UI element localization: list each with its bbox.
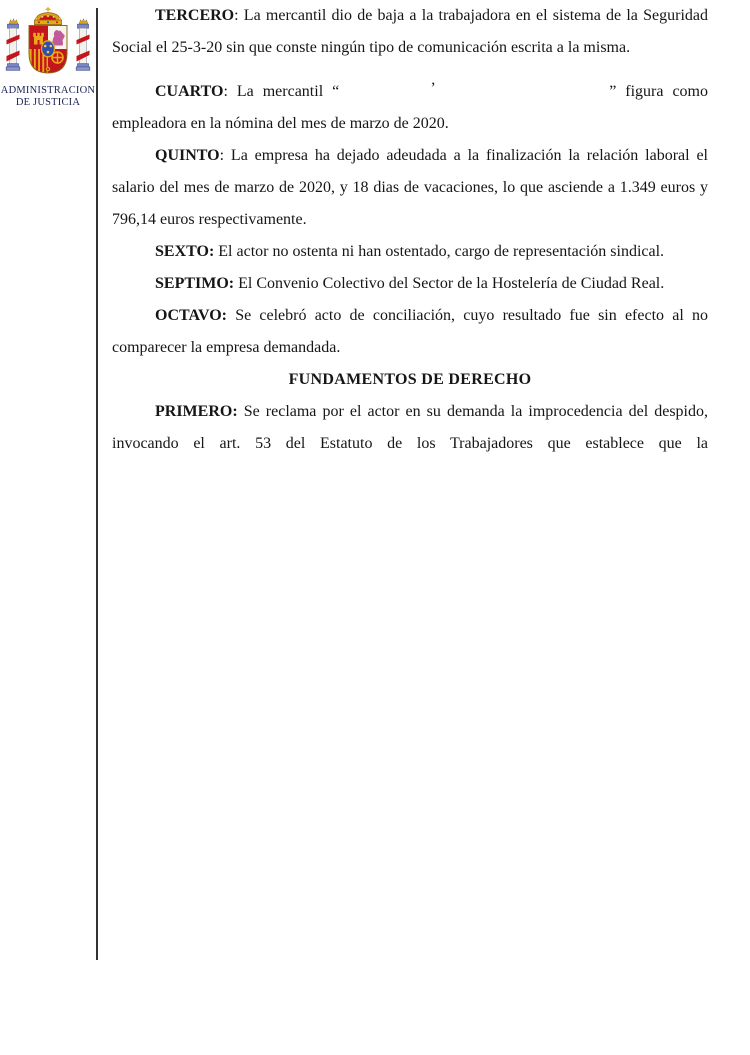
redacted-company-name: [339, 64, 609, 96]
paragraph-text-after-redaction: ” figura como empleadora en la nómina del mes de marzo de 2020.: [112, 83, 708, 132]
paragraph-text: El Convenio Colectivo del Sector de la Hostelería de Ciudad Real.: [234, 275, 665, 292]
paragraph-sexto: [112, 236, 708, 268]
paragraph-text: El actor no ostenta ni han ostentado, cargo de representación sindical.: [214, 243, 665, 260]
section-heading-fundamentos-de-derecho: FUNDAMENTOS DE DERECHO: [288, 371, 532, 388]
paragraph-text: Se celebró acto de conciliación, cuyo resultado fue sin efecto al no comparecer la empresa demandada.: [112, 307, 708, 356]
paragraph-quinto: [112, 140, 708, 236]
document-body: [112, 0, 708, 460]
spain-coat-of-arms-icon: [2, 7, 94, 81]
paragraph-label: OCTAVO:: [155, 307, 227, 324]
paragraph-primero: [112, 396, 708, 460]
paragraph-label: SEXTO:: [155, 243, 215, 260]
paragraph-cuarto: [112, 64, 708, 140]
paragraph-label: CUARTO: [155, 83, 224, 100]
paragraph-octavo: [112, 300, 708, 364]
paragraph-label: SEPTIMO:: [155, 275, 235, 292]
redaction-residual-mark: ,: [431, 71, 436, 88]
caption-line-1: ADMINISTRACION: [0, 85, 96, 96]
paragraph-text: : La mercantil dio de baja a la trabajadora en el sistema de la Seguridad Social el 25-3-20 sin que conste ningún tipo de comunicación escrita a la misma.: [112, 7, 708, 56]
paragraph-label: PRIMERO:: [155, 403, 238, 420]
administracion-de-justicia-caption: [0, 85, 96, 108]
paragraph-text: Se reclama por el actor en su demanda la improcedencia del despido, invocando el art. 53 del Estatuto de los Trabajadores que establece que la: [112, 403, 708, 452]
paragraph-label: TERCERO: [155, 7, 235, 24]
paragraph-septimo: [112, 268, 708, 300]
paragraph-tercero: [112, 0, 708, 64]
caption-line-2: DE JUSTICIA: [15, 96, 81, 108]
paragraph-text-before-redaction: : La mercantil “: [223, 83, 340, 100]
paragraph-label: QUINTO: [155, 147, 220, 164]
vertical-divider: [96, 8, 98, 960]
paragraph-text: : La empresa ha dejado adeudada a la finalización la relación laboral el salario del mes de marzo de 2020, y 18 dias de vacaciones, lo que asciende a 1.349 euros y 796,14 euros respectivamente.: [112, 147, 708, 228]
left-margin-column: [0, 7, 96, 108]
